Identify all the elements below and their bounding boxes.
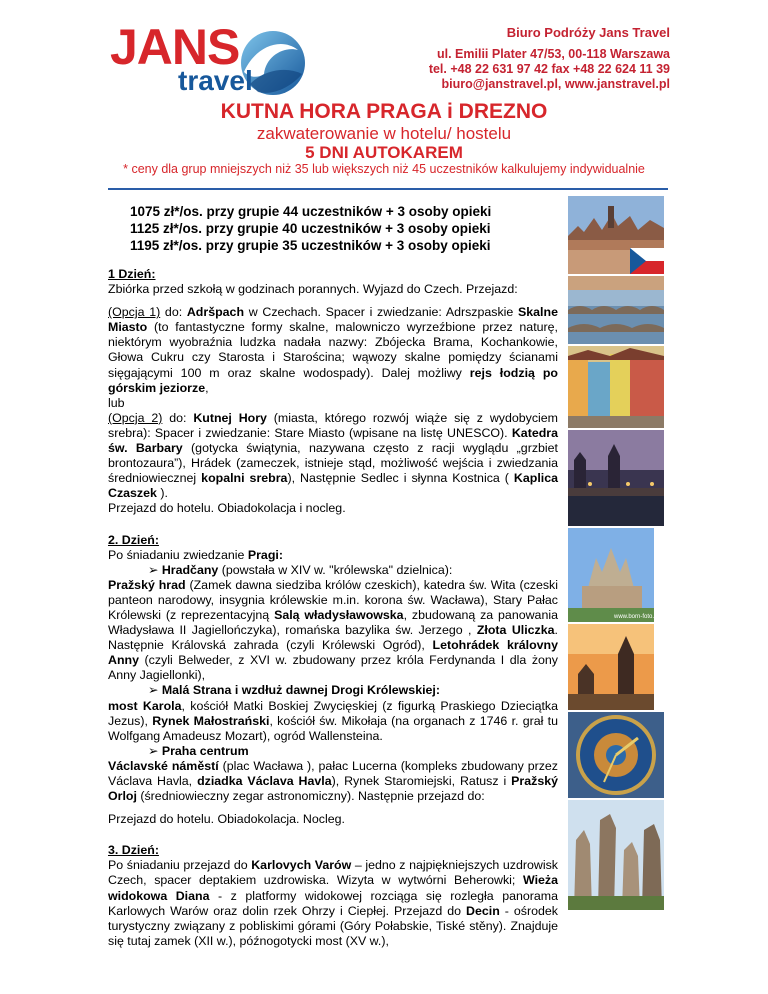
logo-word: JANS [110,19,240,75]
day3-text: Po śniadaniu przejazd do Karlovych Varów – jedno z najpiękniejszych uzdrowisk Czech, spacer deptakiem uzdrowiska. Wizyta w wytwórni Beherowki; Wieża widokowa Diana - z platformy widokowej rozciąga się rozległa panorama Karlowych Warów oraz dolin rzek Ohrzy i Ciepłej. Przejazd do Decin - ośrodek turystyczny związany z pobliskimi górami (Góry Połabskie, Tiské stěny). Znajduje się tutaj zamek (XII w.), późnogotycki most (XV w.), [108,858,559,948]
agency-contact-line: biuro@janstravel.pl, www.janstravel.pl [441,77,670,91]
day2-bullet-centrum: ➢ Praha centrum [148,743,249,758]
photo-watermark: www.born-foto.pl [614,614,659,620]
day2-mala-strana: most Karola, kościół Matki Boskiej Zwycięskiej (z figurką Praskiego Dzieciątka Jezus), Rynek Małostrański, kościół św. Mikołaja (na organach z 1746 r. grał tu Wolfgang Amadeusz Mozart), ogród Wallensteina. [108,698,558,743]
page-title: KUTNA HORA PRAGA i DREZNO [220,100,548,123]
rock-town-photo [568,800,664,910]
duration-title: 5 DNI AUTOKAREM [305,143,463,162]
prague-bridges-photo [568,276,664,344]
accommodation-subtitle: zakwaterowanie w hotelu/ hostelu [256,124,512,143]
day2-centrum: Václavské náměstí (plac Wacława ), pałac Lucerna (kompleks zbudowany przez Václava Havla, dziadka Václava Havla), Rynek Staromiejski, Ratusz i Pražský Orloj (średniowieczny zegar astronomiczny). Następnie przejazd do: [108,758,559,804]
day3-heading: 3. Dzień: [108,843,159,858]
day1-option2: (Opcja 2) do: Kutnej Hory (miasta, którego rozwój wiąże się z wydobyciem srebra): Spacer i zwiedzanie: Stare Miasto (wpisane na listę UNESCO). Katedra św. Barbary (gotycka świątynia, nazywana często z racji wyglądu „grzbiet brontozaura”), Hrádek (zameczek, istnieje stąd, możliwość wejścia i zwiedzania średniowiecznej kopalni srebra), Następnie Sedlec i słynna Kostnica ( Kaplica Czaszek ). [108,410,558,501]
price-line: 1125 zł*/os. przy grupie 40 uczestników + 3 osoby opieki [130,221,491,236]
day1-option1: (Opcja 1) do: Adršpach w Czechach. Spacer i zwiedzanie: Adrszpaskie Skalne Miasto (to fantastyczne formy skalne, malowniczo wyrzeźbione przez naturę, niektórym wyobraźnia ludzka nadała nazwy: Zbójecka Brama, Kochankowie, Głowa Cukru czy Starosta i Starościna; wąwozy skalne pomiędzy ścianami sięgającymi 100 m oraz skalne wodospady). Dalej możliwy rejs łodzią po górskim jeziorze, [108,305,558,395]
day2-heading: 2. Dzień: [108,532,159,547]
agency-contact [429,25,670,92]
price-note: * ceny dla grup mniejszych niż 35 lub większych niż 45 uczestników kalkulujemy indywidualnie [123,162,645,176]
day1-or: lub [108,395,125,410]
logo-sub: travel [178,65,253,96]
golden-lane-photo [568,346,664,428]
day2-bullet-hradcany: ➢ Hradčany (powstała w XIV w. "królewska" dzielnica): [148,562,453,577]
agency-phone: tel. +48 22 631 97 42 fax +48 22 624 11 39 [428,62,670,76]
st-barbara-cathedral-photo [568,528,659,622]
astronomical-clock-photo [568,712,664,798]
arrow-bullet-icon: ➢ [148,743,162,758]
charles-bridge-dusk-photo [568,430,664,526]
price-line: 1195 zł*/os. przy grupie 35 uczestników + 3 osoby opieki [130,238,491,253]
prague-tower-photo [568,624,654,710]
agency-name: Biuro Podróży Jans Travel [506,25,670,40]
price-list [130,203,491,254]
day2-intro: Po śniadaniu zwiedzanie Pragi: [108,547,283,562]
arrow-bullet-icon: ➢ [148,683,162,698]
arrow-bullet-icon: ➢ [148,562,162,577]
day2-castle: Pražský hrad (Zamek dawna siedziba królów czeskich), katedra św. Wita (czeski panteon narodowy, insygnia królewskie m.in. korona św. Wacława), Stary Pałac Królewski (z reprezentacyjną Salą władysławowska, zbudowaną za panowania Władysława II Jagiellończyka), romańska bazylika św. Jerzego , Złota Uliczka. Następnie Královská zahrada (czyli Królewski Ogród), Letohrádek královny Anny (czyli Belweder, z XVI w. zbudowany przez króla Ferdynanda I dla żony Anny Jagiellonki), [108,577,559,683]
company-logo [108,19,308,102]
day1-end: Przejazd do hotelu. Obiadokolacja i nocleg. [108,501,346,516]
prague-skyline-photo [568,196,664,274]
day2-end: Przejazd do hotelu. Obiadokolacja. Nocleg. [108,812,345,827]
agency-address: ul. Emilii Plater 47/53, 00-118 Warszawa [437,47,670,61]
day2-bullet-mala-strana: ➢ Malá Strana i wzdłuż dawnej Drogi Królewskiej: [148,683,440,698]
day1-intro: Zbiórka przed szkołą w godzinach porannych. Wyjazd do Czech. Przejazd: [108,282,518,297]
itinerary [108,267,558,949]
price-line: 1075 zł*/os. przy grupie 44 uczestników + 3 osoby opieki [130,204,492,219]
day1-heading: 1 Dzień: [108,267,156,281]
divider [108,188,668,190]
